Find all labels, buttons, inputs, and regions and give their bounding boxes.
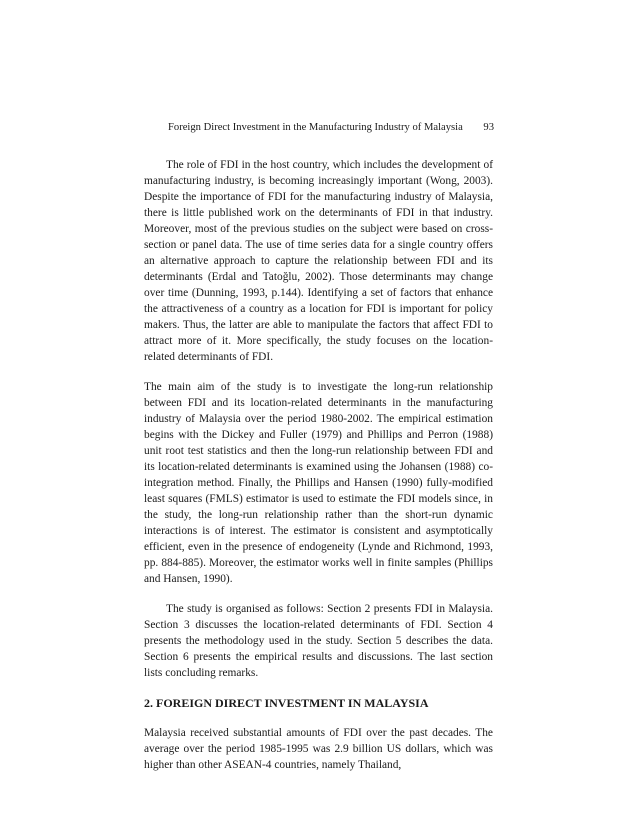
paragraph-gap (144, 365, 493, 379)
paragraph-study-aim: The main aim of the study is to investigate the long-run relationship between FDI and its location-related determinants in the manufacturing industry of Malaysia over the period 1980-2002. The empirical estimation begins with the Dickey and Fuller (1979) and Phillips and Perron (1988) unit root test statistics and then the long-run relationship between FDI and its location-related determinants is examined using the Johansen (1988) co-integration method. Finally, the Phillips and Hansen (1990) fully-modified least squares (FMLS) estimator is used to estimate the FDI models since, in the study, the long-run relationship rather than the short-run dynamic interactions is of interest. The estimator is consistent and asymptotically efficient, even in the presence of endogeneity (Lynde and Richmond, 1993, pp. 884-885). Moreover, the estimator works well in finite samples (Phillips and Hansen, 1990). (144, 381, 493, 585)
page-number: 93 (483, 122, 494, 133)
paragraph-gap (144, 711, 493, 725)
running-title: Foreign Direct Investment in the Manufacturing Industry of Malaysia (168, 122, 463, 133)
paragraph-fdi-malaysia: Malaysia received substantial amounts of FDI over the past decades. The average over the period 1985-1995 was 2.9 billion US dollars, which was higher than other ASEAN-4 countries, namely Thailand, (144, 727, 493, 771)
paragraph-gap (144, 587, 493, 601)
paragraph-organisation: The study is organised as follows: Section 2 presents FDI in Malaysia. Section 3 discusses the location-related determinants of FDI. Section 4 presents the methodology used in the study. Section 5 describes the data. Section 6 presents the empirical results and discussions. The last section lists concluding remarks. (144, 603, 493, 679)
page-body (144, 157, 493, 773)
section-heading: 2. FOREIGN DIRECT INVESTMENT IN MALAYSIA (144, 696, 429, 710)
paragraph-gap (144, 681, 493, 695)
paragraph-fdi-role: The role of FDI in the host country, which includes the development of manufacturing industry, is becoming increasingly important (Wong, 2003). Despite the importance of FDI for the manufacturing industry of Malaysia, there is little published work on the determinants of FDI in that industry. Moreover, most of the previous studies on the subject were based on cross-section or panel data. The use of time series data for a single country offers an alternative approach to capture the relationship between FDI and its determinants (Erdal and Tatoğlu, 2002). Those determinants may change over time (Dunning, 1993, p.144). Identifying a set of factors that enhance the attractiveness of a country as a location for FDI is important for policy makers. Thus, the latter are able to manipulate the factors that affect FDI to attract more of it. More specifically, the study focuses on the location-related determinants of FDI. (144, 159, 493, 363)
